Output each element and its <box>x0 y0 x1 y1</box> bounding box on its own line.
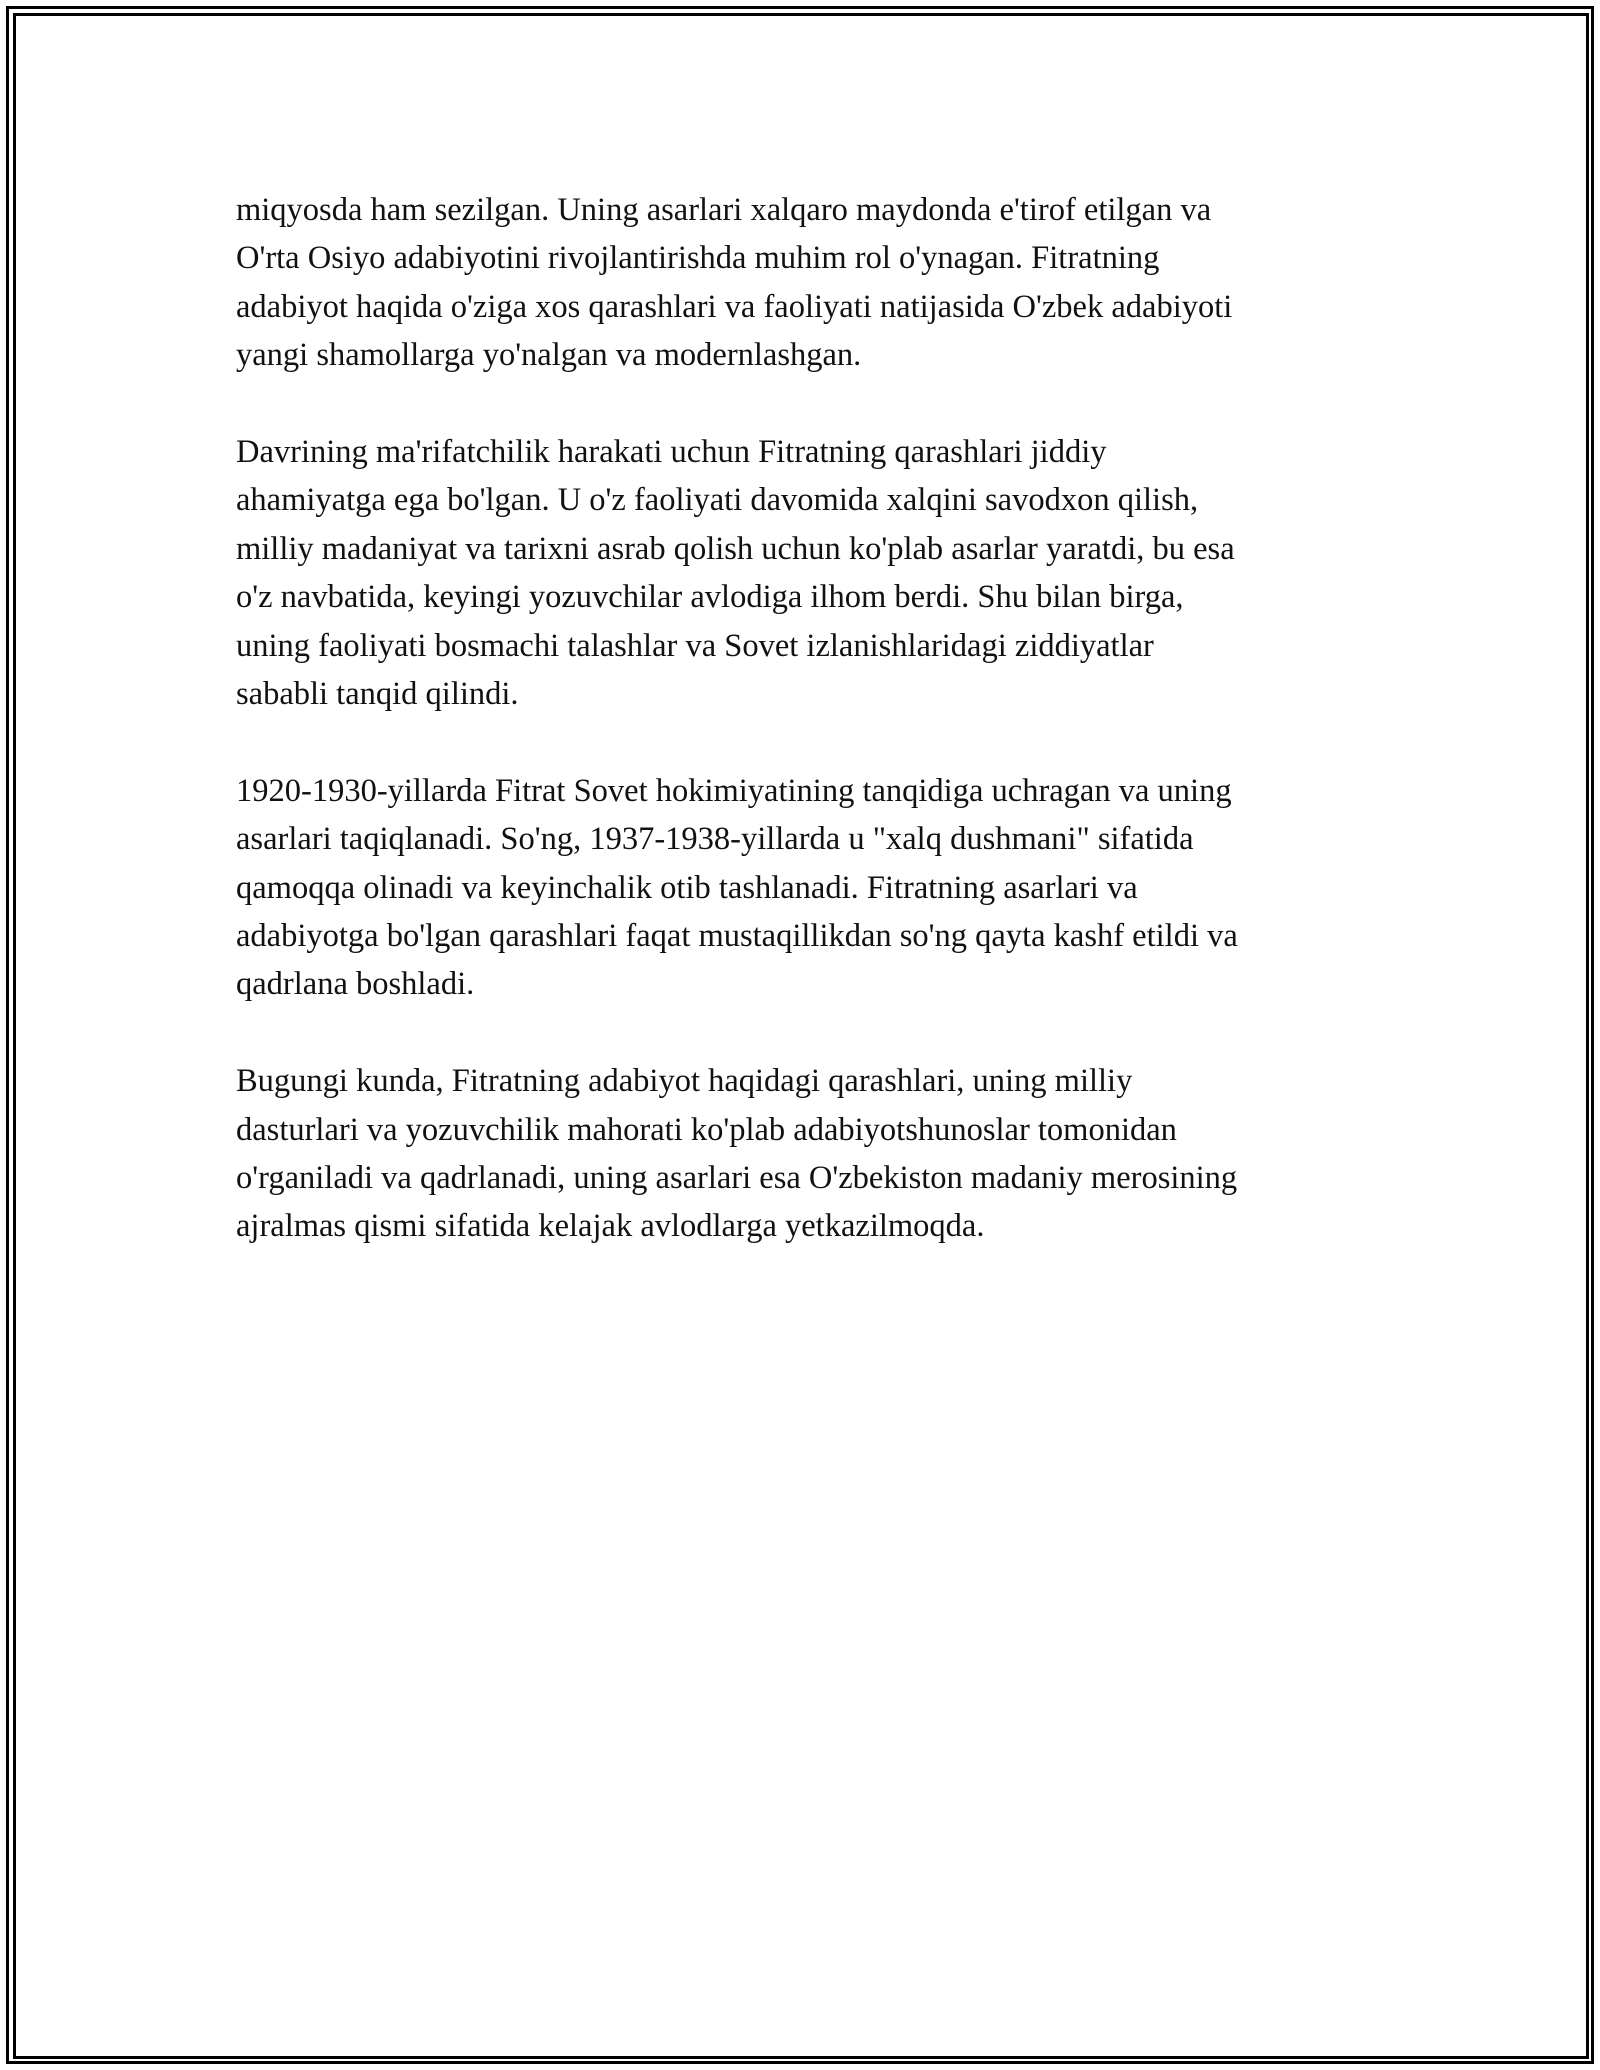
paragraph-3: 1920-1930-yillarda Fitrat Sovet hokimiyatining tanqidiga uchragan va uning asarlari taqiqlanadi. So'ng, 1937-1938-yillarda u "xalq dushmani" sifatida qamoqqa olinadi va keyinchalik otib tashlanadi. Fitratning asarlari va adabiyotga bo'lgan qarashlari faqat mustaqillikdan so'ng qayta kashf etildi va qadrlana boshladi. <box>236 772 1238 1003</box>
document-body <box>236 186 1376 1299</box>
paragraph-2: Davrining ma'rifatchilik harakati uchun Fitratning qarashlari jiddiy ahamiyatga ega bo'lgan. U o'z faoliyati davomida xalqini savodxon qilish, milliy madaniyat va tarixni asrab qolish uchun ko'plab asarlar yaratdi, bu esa o'z navbatida, keyingi yozuvchilar avlodiga ilhom berdi. Shu bilan birga, uning faoliyati bosmachi talashlar va Sovet izlanishlaridagi ziddiyatlar sababli tanqid qilindi. <box>236 434 1235 713</box>
paragraph-1: miqyosda ham sezilgan. Uning asarlari xalqaro maydonda e'tirof etilgan va O'rta Osiyo adabiyotini rivojlantirishda muhim rol o'ynagan. Fitratning adabiyot haqida o'ziga xos qarashlari va faoliyati natijasida O'zbek adabiyoti yangi shamollarga yo'nalgan va modernlashgan. <box>236 192 1233 374</box>
paragraph-4: Bugungi kunda, Fitratning adabiyot haqidagi qarashlari, uning milliy dasturlari va yozuvchilik mahorati ko'plab adabiyotshunoslar tomonidan o'rganiladi va qadrlanadi, uning asarlari esa O'zbekiston madaniy merosining ajralmas qismi sifatida kelajak avlodlarga yetkazilmoqda. <box>236 1063 1238 1245</box>
